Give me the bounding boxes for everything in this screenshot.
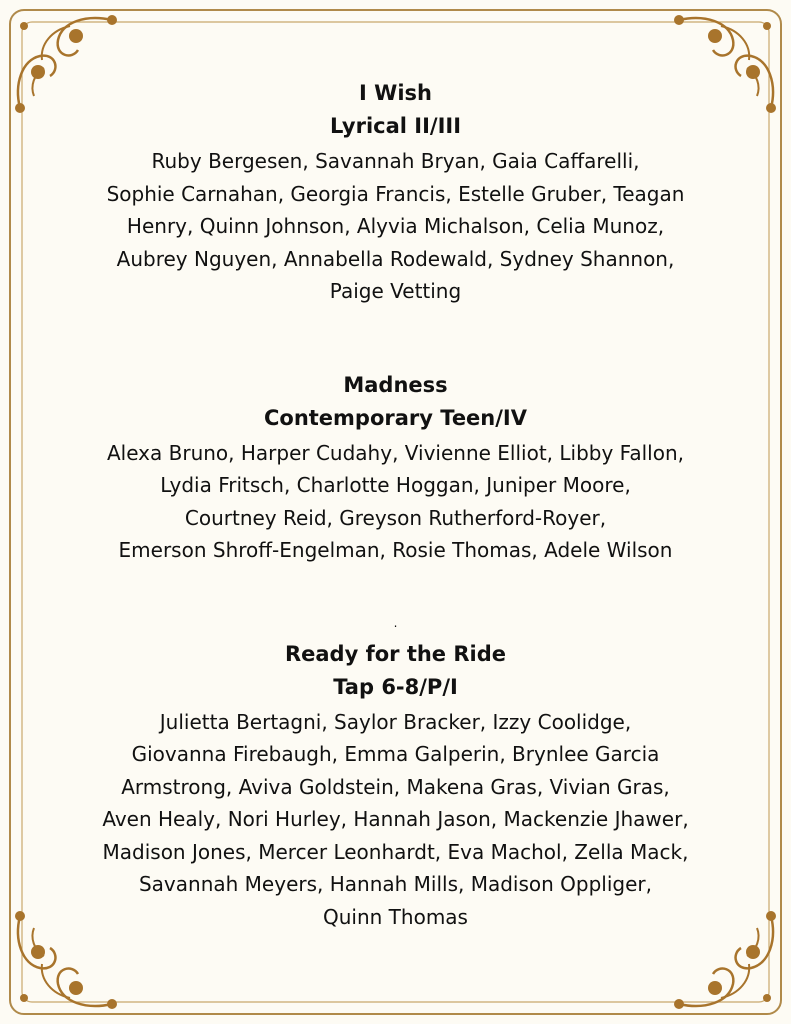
section-ready-for-the-ride (40, 639, 751, 934)
names-line: Sophie Carnahan, Georgia Francis, Estelle Gruber, Teagan (106, 181, 685, 206)
names-line: Courtney Reid, Greyson Rutherford-Royer, (184, 505, 607, 530)
names-line: Giovanna Firebaugh, Emma Galperin, Brynlee Garcia (131, 742, 660, 766)
program-content (40, 78, 751, 933)
section-style: Contemporary Teen/IV (263, 405, 527, 430)
section-style: Tap 6-8/P/I (333, 674, 458, 699)
section-madness (40, 370, 751, 567)
names-line: Henry, Quinn Johnson, Alyvia Michalson, Celia Munoz, (126, 214, 665, 238)
names-line: Aubrey Nguyen, Annabella Rodewald, Sydney Shannon, (116, 246, 675, 271)
dancer-names (40, 706, 751, 934)
names-line: Quinn Thomas (323, 904, 468, 929)
dancer-names (40, 145, 751, 308)
names-line: Paige Vetting (329, 279, 462, 303)
names-line: Aven Healy, Nori Hurley, Hannah Jason, Mackenzie Jhawer, (102, 807, 689, 831)
section-title: Madness (343, 372, 448, 397)
section-i-wish (40, 78, 751, 308)
separator-dot: . (393, 615, 398, 630)
names-line: Lydia Fritsch, Charlotte Hoggan, Juniper Moore, (160, 473, 631, 497)
section-title: Ready for the Ride (284, 641, 507, 666)
names-line: Savannah Meyers, Hannah Mills, Madison Oppliger, (138, 872, 653, 896)
names-line: Julietta Bertagni, Saylor Bracker, Izzy Coolidge, (159, 709, 632, 734)
names-line: Madison Jones, Mercer Leonhardt, Eva Machol, Zella Mack, (102, 839, 689, 864)
section-title: I Wish (359, 81, 432, 105)
section-style: Lyrical II/III (329, 114, 462, 138)
names-line: Alexa Bruno, Harper Cudahy, Vivienne Elliot, Libby Fallon, (106, 440, 684, 465)
dancer-names (40, 437, 751, 567)
names-line: Emerson Shroff-Engelman, Rosie Thomas, Adele Wilson (118, 538, 673, 562)
names-line: Armstrong, Aviva Goldstein, Makena Gras, Vivian Gras, (121, 774, 670, 799)
names-line: Ruby Bergesen, Savannah Bryan, Gaia Caffarelli, (151, 149, 640, 173)
